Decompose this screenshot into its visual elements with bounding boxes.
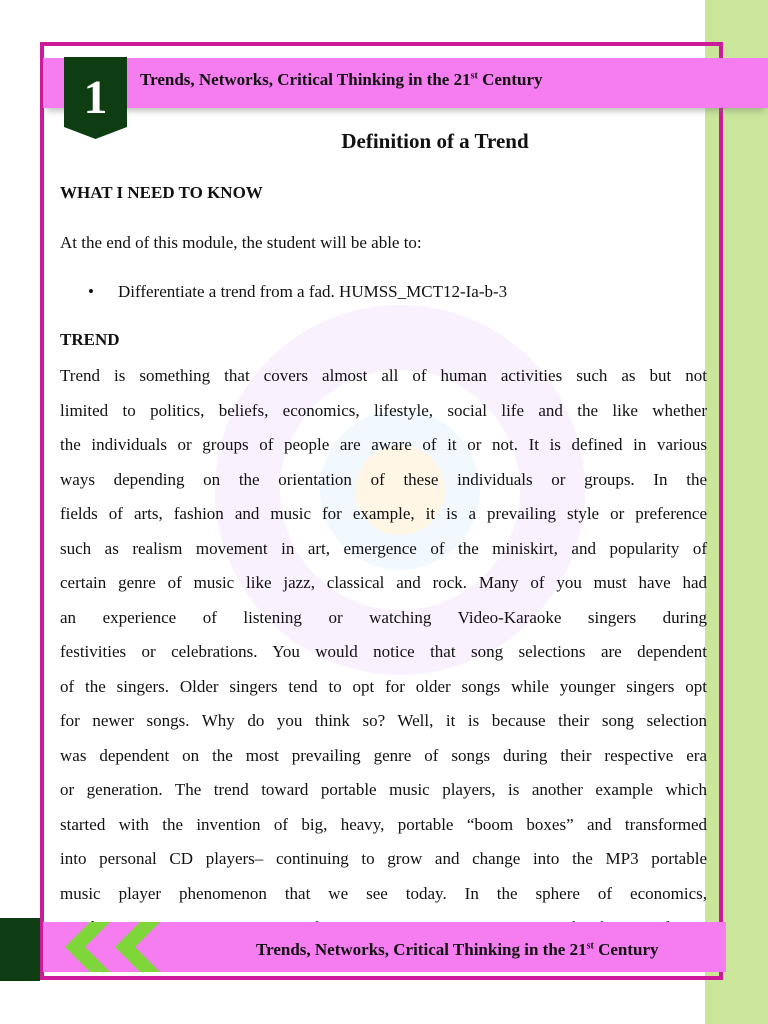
- trend-paragraph-line: festivities or celebrations. You would notice that song selections are dependent: [60, 642, 707, 661]
- trend-paragraph-line: music player phenomenon that we see today. In the sphere of economics,: [60, 883, 707, 903]
- module-number: 1: [83, 71, 108, 124]
- trend-paragraph-line: of the singers. Older singers tend to opt for older songs while younger singers opt: [60, 676, 707, 696]
- trend-paragraph-line: into personal CD players– continuing to grow and change into the MP3 portable: [60, 849, 707, 868]
- trend-paragraph-line: limited to politics, beliefs, economics, lifestyle, social life and the like whether: [60, 400, 707, 420]
- trend-paragraph-line: or generation. The trend toward portable music players, is another example which: [60, 780, 707, 799]
- trend-paragraph-line: was dependent on the most prevailing genre of songs during their respective era: [60, 745, 707, 765]
- chevron-arrows-icon: [60, 922, 180, 972]
- trend-paragraph-line: an experience of listening or watching Video-Karaoke singers during: [60, 607, 707, 627]
- header-title-sup: st: [470, 70, 478, 82]
- trend-paragraph-line: for newer songs. Why do you think so? Well, it is because their song selection: [60, 711, 707, 730]
- trend-paragraph-line: such as realism movement in art, emergence of the miniskirt, and popularity of: [60, 538, 707, 558]
- footer-title-text: Trends, Networks, Critical Thinking in the 21: [256, 940, 587, 959]
- objective-bullet: [88, 282, 507, 302]
- trend-paragraph: [60, 359, 707, 946]
- header-title: [140, 70, 543, 90]
- trend-paragraph-line: the individuals or groups of people are aware of it or not. It is defined in various: [60, 435, 707, 454]
- header-title-tail: Century: [477, 70, 543, 89]
- trend-paragraph-line: fields of arts, fashion and music for example, it is a prevailing style or preference: [60, 504, 707, 523]
- trend-paragraph-line: started with the invention of big, heavy, portable “boom boxes” and transformed: [60, 814, 707, 834]
- trend-paragraph-line: Trend is something that covers almost all of human activities such as but not: [60, 366, 707, 385]
- trend-paragraph-line: certain genre of music like jazz, classical and rock. Many of you must have had: [60, 573, 707, 592]
- footer-title-sup: st: [586, 940, 594, 952]
- document-title: Definition of a Trend: [341, 129, 529, 153]
- bullet-dot-icon: •: [88, 282, 94, 301]
- footer-title-tail: Century: [593, 940, 659, 959]
- footer-dark-block: [0, 918, 40, 981]
- intro-text: At the end of this module, the student will be able to:: [60, 233, 422, 252]
- what-i-need-heading: WHAT I NEED TO KNOW: [60, 183, 263, 202]
- objective-text: Differentiate a trend from a fad. HUMSS_MCT12-Ia-b-3: [118, 282, 508, 301]
- trend-heading: TREND: [60, 330, 120, 349]
- footer-title: [256, 940, 659, 960]
- trend-paragraph-line: ways depending on the orientation of these individuals or groups. In the: [60, 469, 707, 489]
- header-title-text: Trends, Networks, Critical Thinking in the 21: [140, 70, 471, 89]
